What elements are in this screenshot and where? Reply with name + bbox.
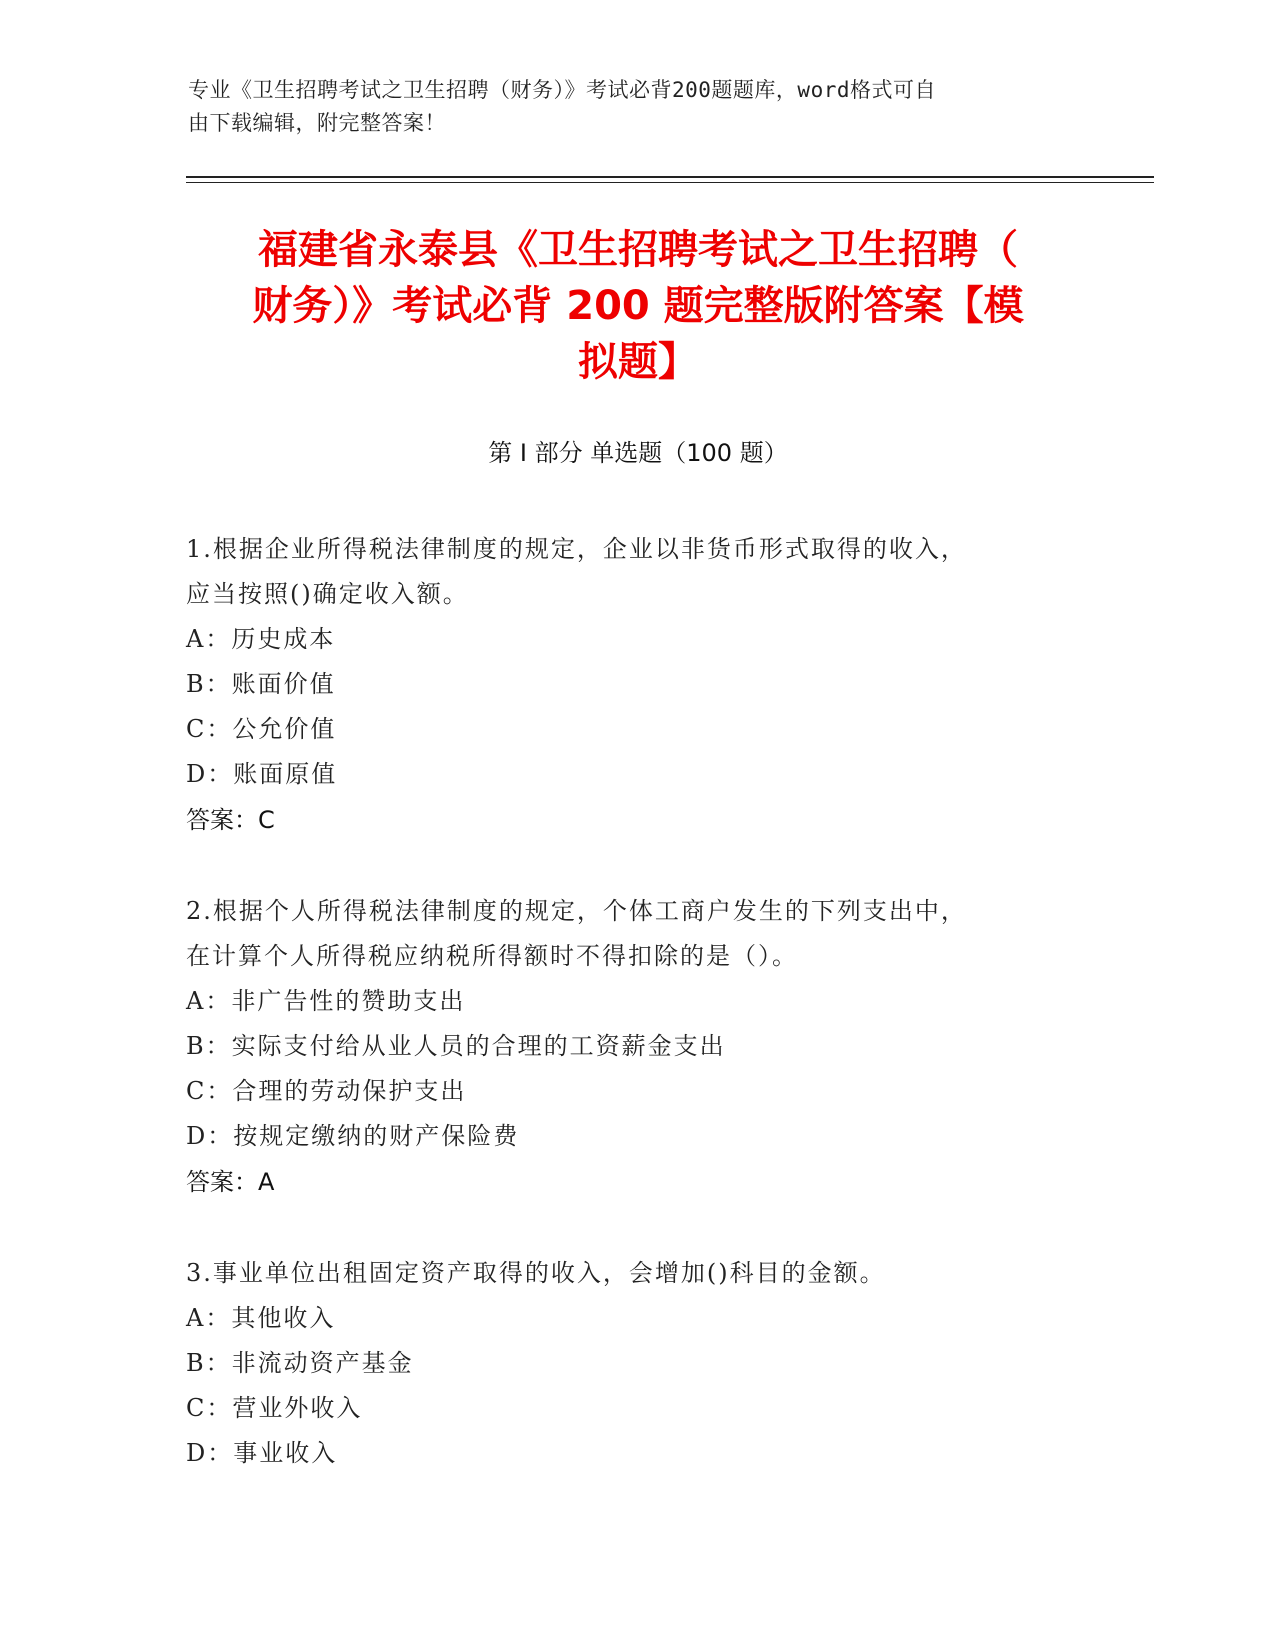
section-heading: 第 I 部分 单选题（100 题） (488, 439, 788, 467)
option-a: A：其他收入 (186, 1304, 336, 1332)
header-divider-thick (186, 176, 1154, 178)
answer-line: 答案：A (186, 1168, 275, 1196)
question-stem-line: 3.事业单位出租固定资产取得的收入，会增加()科目的金额。 (186, 1259, 886, 1287)
answer-line: 答案：C (186, 806, 275, 834)
document-title-line-1: 福建省永泰县《卫生招聘考试之卫生招聘（ (258, 227, 1018, 273)
header-note-line-1: 专业《卫生招聘考试之卫生招聘（财务）》考试必背200题题库，word格式可自 (188, 78, 936, 102)
question-stem-line: 2.根据个人所得税法律制度的规定，个体工商户发生的下列支出中， (186, 897, 967, 925)
question-2 (186, 889, 1090, 1205)
header-note-line-2: 由下载编辑，附完整答案！ (188, 111, 446, 135)
question-stem-line: 1.根据企业所得税法律制度的规定，企业以非货币形式取得的收入， (186, 535, 967, 563)
question-3 (186, 1251, 1090, 1476)
question-list (186, 527, 1090, 1522)
question-stem (186, 1251, 1066, 1296)
option-d: D：账面原值 (186, 760, 338, 788)
header-note (188, 74, 1078, 140)
option-a: A：非广告性的赞助支出 (186, 987, 466, 1015)
question-1 (186, 527, 1090, 843)
option-c: C：公允价值 (186, 715, 337, 743)
document-title (186, 222, 1090, 390)
option-b: B：账面价值 (186, 670, 336, 698)
question-stem (186, 889, 1066, 979)
option-b: B：非流动资产基金 (186, 1349, 414, 1377)
option-b: B：实际支付给从业人员的合理的工资薪金支出 (186, 1032, 726, 1060)
option-a: A：历史成本 (186, 625, 336, 653)
option-c: C：合理的劳动保护支出 (186, 1077, 467, 1105)
option-d: D：按规定缴纳的财产保险费 (186, 1122, 520, 1150)
option-d: D：事业收入 (186, 1439, 338, 1467)
document-title-line-2: 财务）》考试必背 200 题完整版附答案【模 (252, 283, 1024, 329)
question-stem-line: 应当按照()确定收入额。 (186, 580, 469, 608)
header-divider-thin (186, 182, 1154, 183)
document-title-line-3: 拟题】 (578, 339, 698, 385)
question-stem (186, 527, 1066, 617)
question-stem-line: 在计算个人所得税应纳税所得额时不得扣除的是（）。 (186, 942, 798, 970)
option-c: C：营业外收入 (186, 1394, 363, 1422)
